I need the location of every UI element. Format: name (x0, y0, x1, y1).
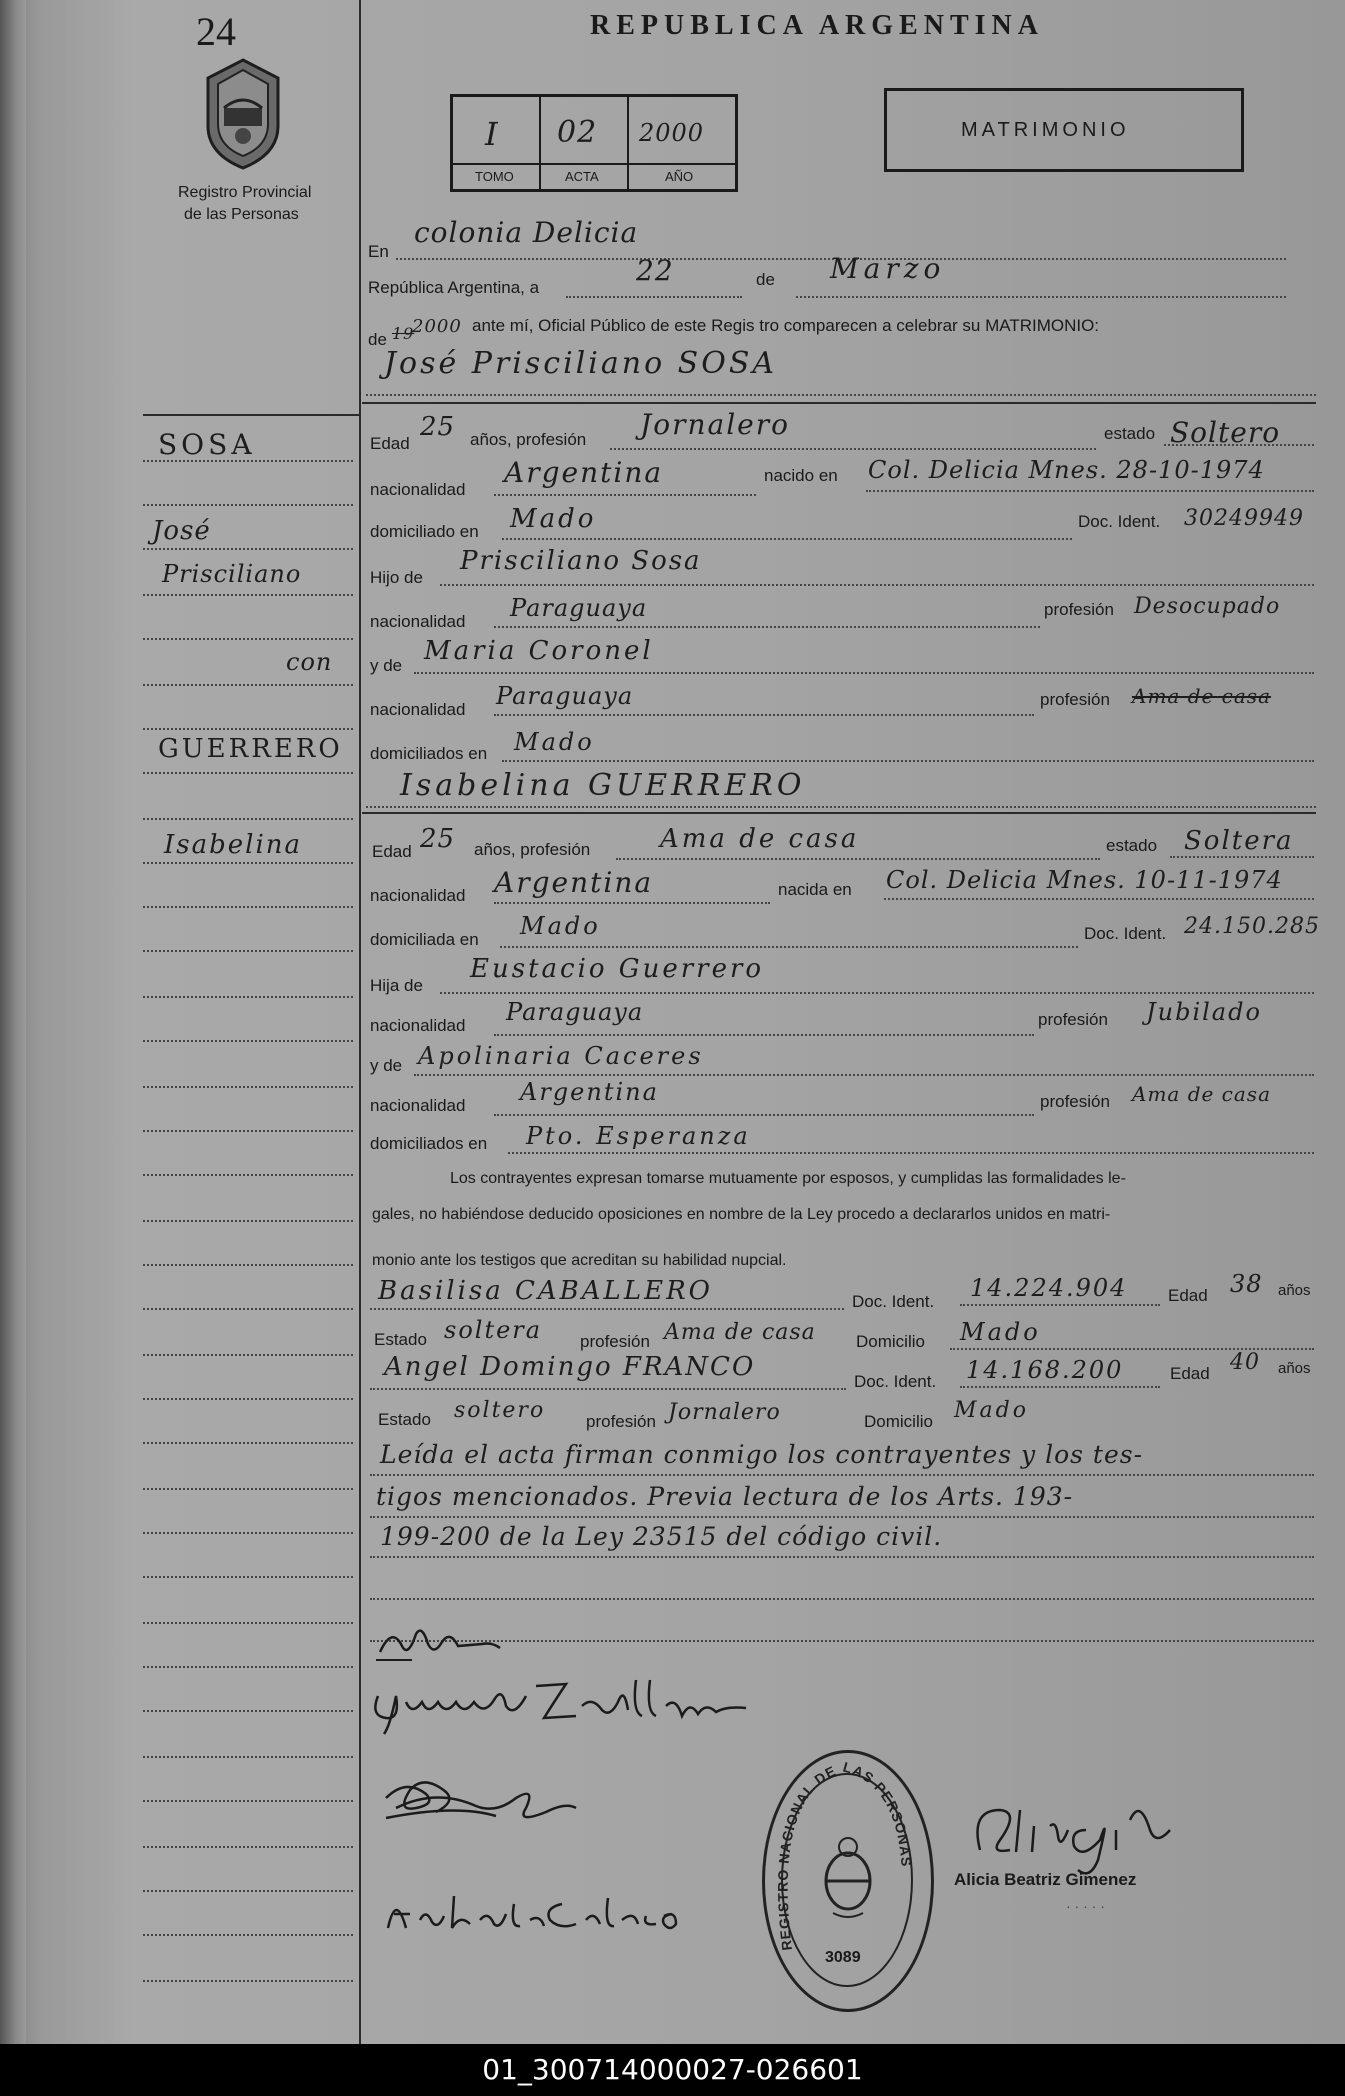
witness1-domicilio-label: Domicilio (856, 1332, 925, 1351)
ano-value: 2000 (639, 119, 705, 147)
bride-anos-profesion-label: años, profesión (474, 840, 591, 859)
bride-signature (366, 1666, 786, 1736)
coat-of-arms-icon (200, 56, 286, 172)
groom-full-name: José Prisciliano SOSA (384, 346, 778, 381)
groom-father-nac-value: Paraguaya (510, 594, 648, 622)
witness2-profesion-label: profesión (586, 1412, 656, 1431)
witness2-domicilio-label: Domicilio (864, 1412, 933, 1431)
groom-parents-dom-value: Mado (514, 728, 595, 756)
margin-note-surname: SOSA (158, 428, 256, 461)
bride-father-prof-value: Jubilado (1146, 998, 1262, 1026)
groom-signature (372, 1616, 532, 1666)
margin-note-middle-name: Prisciliano (162, 560, 302, 588)
groom-nacido-label: nacido en (764, 466, 838, 485)
ano-label: AÑO (665, 169, 694, 184)
witness1-estado-value: soltera (444, 1316, 543, 1344)
groom-profesion-value: Jornalero (640, 408, 790, 441)
closing-line3: 199-200 de la Ley 23515 del código civil. (380, 1522, 943, 1551)
year-value: 2000 (412, 316, 462, 337)
act-type-label: MATRIMONIO (961, 119, 1130, 141)
act-type-box (884, 88, 1244, 172)
declaration-line1: Los contrayentes expresan tomarse mutuamente por esposos, y cumplidas las formalidades le- (450, 1170, 1126, 1187)
closing-line2: tigos mencionados. Previa lectura de los Arts. 193- (376, 1482, 1074, 1511)
witness2-signature (380, 1884, 710, 1944)
seal-number: 3089 (825, 1949, 861, 1966)
groom-nacionalidad-label: nacionalidad (370, 480, 466, 499)
witness1-signature (376, 1768, 606, 1838)
bride-hija-label: Hija de (370, 976, 423, 995)
groom-nacionalidad-value: Argentina (504, 456, 664, 489)
margin-note-bride-name: Isabelina (164, 830, 303, 860)
seal-text: REGISTRO NACIONAL DE LAS PERSONAS (774, 1758, 915, 1952)
groom-anos-profesion-label: años, profesión (470, 430, 587, 449)
groom-edad-value: 25 (420, 412, 456, 442)
witness2-profesion-value: Jornalero (668, 1400, 781, 1425)
witness2-edad-value: 40 (1230, 1350, 1260, 1375)
official-title-smudge: · · · · · (1066, 1898, 1105, 1914)
witness1-name: Basilisa CABALLERO (378, 1276, 713, 1306)
bride-parents-dom-value: Pto. Esperanza (526, 1122, 751, 1150)
margin-note-con: con (286, 648, 333, 676)
bride-nacida-value: Col. Delicia Mnes. 10-11-1974 (886, 866, 1283, 894)
bride-father-nac-label: nacionalidad (370, 1016, 466, 1035)
bride-mother-value: Apolinaria Caceres (418, 1042, 704, 1070)
bride-mother-nac-value: Argentina (520, 1078, 659, 1106)
witness1-estado-label: Estado (374, 1330, 427, 1349)
witness2-doc-value: 14.168.200 (966, 1356, 1124, 1384)
groom-doc-label: Doc. Ident. (1078, 512, 1161, 531)
groom-mother-value: Maria Coronel (424, 636, 654, 666)
acta-label: ACTA (565, 169, 599, 184)
declaration-line2: gales, no habiéndose deducido oposiciones en nombre de la Ley procedo a declararlos unidos en matri- (372, 1206, 1111, 1223)
groom-domicilio-label: domiciliado en (370, 522, 479, 541)
bride-full-name: Isabelina GUERRERO (400, 768, 806, 803)
witness1-domicilio-value: Mado (960, 1318, 1041, 1346)
groom-nacido-value: Col. Delicia Mnes. 28-10-1974 (868, 456, 1265, 484)
witness1-anos-label: años (1278, 1282, 1311, 1299)
bride-parents-dom-label: domiciliados en (370, 1134, 488, 1153)
groom-parents-dom-label: domiciliados en (370, 744, 488, 763)
groom-hijo-label: Hijo de (370, 568, 423, 587)
country-header: REPUBLICA ARGENTINA (590, 10, 1044, 41)
bride-doc-value: 24.150.285 (1184, 914, 1320, 939)
day-value: 22 (636, 254, 674, 287)
de-label-2: de (368, 330, 387, 349)
witness1-profesion-value: Ama de casa (664, 1320, 816, 1345)
groom-mother-prof-label: profesión (1040, 690, 1110, 709)
witness1-doc-value: 14.224.904 (970, 1274, 1128, 1302)
witness2-domicilio-value: Mado (954, 1398, 1029, 1423)
page-number: 24 (196, 9, 236, 54)
groom-father-prof-value: Desocupado (1134, 594, 1281, 619)
registry-name-line2: de las Personas (184, 206, 299, 223)
groom-father-value: Prisciliano Sosa (460, 546, 702, 576)
groom-yde-label: y de (370, 656, 403, 675)
bride-mother-nac-label: nacionalidad (370, 1096, 466, 1115)
witness2-name: Angel Domingo FRANCO (384, 1352, 756, 1382)
tomo-value: I (485, 115, 499, 153)
groom-doc-value: 30249949 (1184, 506, 1304, 531)
bride-domicilio-label: domiciliada en (370, 930, 479, 949)
witness2-edad-label: Edad (1170, 1364, 1210, 1383)
bride-nacionalidad-value: Argentina (494, 866, 654, 899)
bride-father-value: Eustacio Guerrero (470, 954, 765, 984)
margin-note-first-name: José (152, 516, 211, 546)
en-value: colonia Delicia (414, 216, 639, 249)
margin-note-bride-surname: GUERRERO (158, 734, 343, 764)
acta-value: 02 (557, 115, 598, 150)
month-value: Marzo (830, 252, 946, 285)
bride-mother-prof-label: profesión (1040, 1092, 1110, 1111)
svg-text:REGISTRO NACIONAL DE LAS PERSO (775, 1759, 915, 1952)
bride-profesion-value: Ama de casa (660, 824, 860, 854)
witness1-edad-label: Edad (1168, 1286, 1208, 1305)
witness1-profesion-label: profesión (580, 1332, 650, 1351)
bride-edad-value: 25 (420, 824, 456, 854)
witness1-doc-label: Doc. Ident. (852, 1292, 935, 1311)
closing-line1: Leída el acta firman conmigo los contrayentes y los tes- (380, 1440, 1144, 1469)
witness2-estado-label: Estado (378, 1410, 431, 1429)
margin-divider (359, 0, 361, 2044)
year-prefix: 19 (392, 324, 415, 343)
groom-mother-nac-label: nacionalidad (370, 700, 466, 719)
groom-mother-prof-value: Ama de casa (1132, 684, 1271, 708)
intro-text: ante mí, Oficial Público de este Regis tro comparecen a celebrar su MATRIMONIO: (472, 316, 1100, 335)
bride-mother-prof-value: Ama de casa (1132, 1082, 1271, 1106)
groom-father-nac-label: nacionalidad (370, 612, 466, 631)
groom-estado-label: estado (1104, 424, 1156, 443)
en-label: En (368, 242, 389, 261)
bride-doc-label: Doc. Ident. (1084, 924, 1167, 943)
bride-domicilio-value: Mado (520, 912, 601, 940)
file-id-footer: 01_300714000027-026601 (0, 2044, 1345, 2096)
registry-name-line1: Registro Provincial (178, 184, 312, 201)
tomo-label: TOMO (475, 169, 514, 184)
groom-edad-label: Edad (370, 434, 410, 453)
bride-father-nac-value: Paraguaya (506, 998, 644, 1026)
bride-estado-label: estado (1106, 836, 1158, 855)
record-number-box (450, 94, 738, 192)
de-label-1: de (756, 270, 775, 289)
groom-mother-nac-value: Paraguaya (496, 682, 634, 710)
official-signature (960, 1790, 1190, 1880)
groom-father-prof-label: profesión (1044, 600, 1114, 619)
republica-label: República Argentina, a (368, 278, 540, 297)
bride-yde-label: y de (370, 1056, 403, 1075)
bride-nacionalidad-label: nacionalidad (370, 886, 466, 905)
witness1-edad-value: 38 (1230, 1270, 1263, 1298)
official-printed-name: Alicia Beatriz Gimenez (954, 1870, 1137, 1889)
seal-text-ring (762, 1750, 928, 2006)
page-binding (0, 0, 26, 2044)
bride-nacida-label: nacida en (778, 880, 852, 899)
bride-estado-value: Soltera (1184, 826, 1294, 856)
bride-father-prof-label: profesión (1038, 1010, 1108, 1029)
witness2-estado-value: soltero (454, 1398, 546, 1423)
declaration-line3: monio ante los testigos que acreditan su habilidad nupcial. (372, 1252, 787, 1269)
witness2-doc-label: Doc. Ident. (854, 1372, 937, 1391)
bride-edad-label: Edad (372, 842, 412, 861)
groom-domicilio-value: Mado (510, 504, 597, 534)
witness2-anos-label: años (1278, 1360, 1311, 1377)
groom-estado-value: Soltero (1170, 416, 1281, 449)
